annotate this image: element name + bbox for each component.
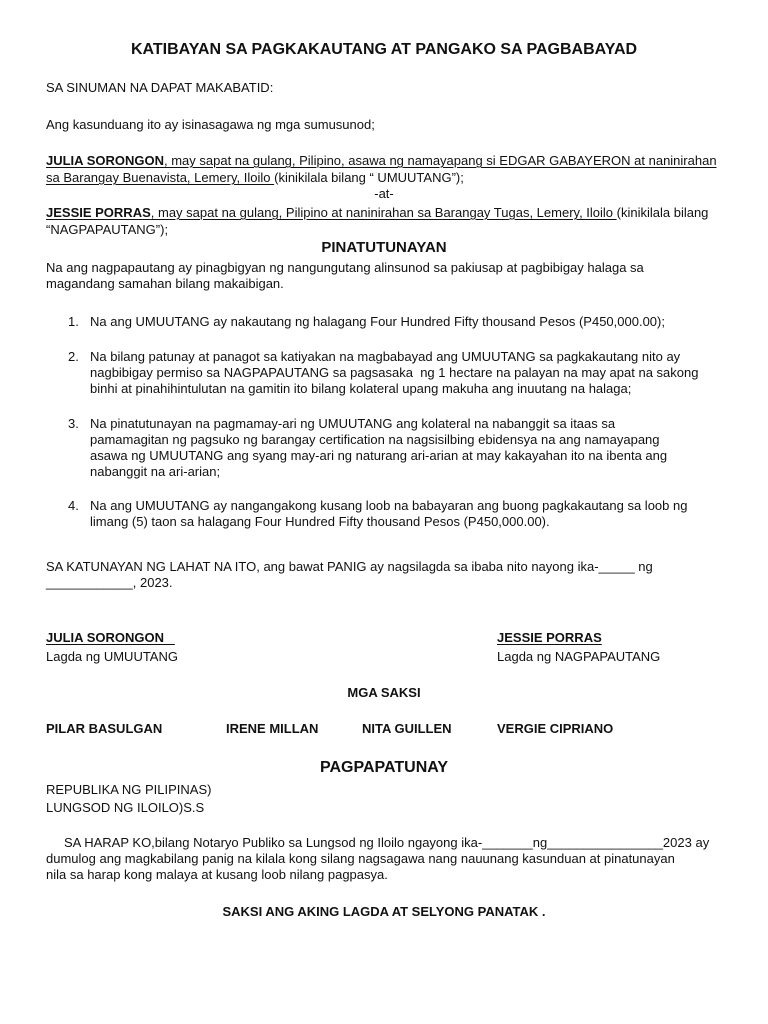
- witnesses-heading: MGA SAKSI: [347, 685, 421, 700]
- list-item-number: 4.: [68, 498, 79, 513]
- signatory-name-nagpapautang: JESSIE PORRAS: [497, 630, 602, 645]
- acknowledgment-line: dumulog ang magkabilang panig na kilala kong silang nagsagawa nang nauunang kasunduan at pinatunayan: [46, 851, 675, 866]
- party2-name: JESSIE PORRAS: [46, 205, 151, 220]
- party1-details: , may sapat na gulang, Pilipino, asawa ng namayapang si EDGAR GABAYERON at naninirahan: [163, 153, 717, 168]
- witness-name: PILAR BASULGAN: [46, 721, 163, 736]
- list-item-number: 3.: [68, 416, 79, 431]
- party1-line-1: [46, 152, 717, 169]
- party1-paragraph: [46, 152, 717, 186]
- document-title: KATIBAYAN SA PAGKAKAUTANG AT PANGAKO SA PAGBABAYAD: [130, 41, 638, 58]
- salutation: SA SINUMAN NA DAPAT MAKABATID:: [46, 80, 274, 95]
- venue-line: REPUBLIKA NG PILIPINAS): [46, 782, 212, 797]
- signatory-role-umuutang: Lagda ng UMUUTANG: [46, 649, 178, 664]
- list-item-text: [90, 498, 687, 530]
- list-item-line: pamamagitan ng pagsuko ng barangay certification na nagsisilbing ebidensya na ang namayapang: [90, 432, 660, 447]
- party2-designation: “NAGPAPAUTANG”);: [46, 222, 169, 237]
- witness-name: NITA GUILLEN: [362, 721, 452, 736]
- list-item-text: [90, 349, 698, 397]
- party1-designation: (kinikilala bilang “ UMUUTANG”);: [274, 170, 464, 185]
- acknowledgment-paragraph: [46, 835, 709, 883]
- notary-closing: SAKSI ANG AKING LAGDA AT SELYONG PANATAK .: [222, 904, 546, 919]
- venue-block: [46, 781, 211, 817]
- attestation-line: SA KATUNAYAN NG LAHAT NA ITO, ang bawat PANIG ay nagsilagda sa ibaba nito nayong ika-_____ ng: [46, 559, 653, 574]
- party1-name: JULIA SORONGON: [46, 153, 164, 168]
- party2-designation-start: (kinikilala bilang: [616, 205, 709, 220]
- list-item-line: Na ang UMUUTANG ay nakautang ng halagang Four Hundred Fifty thousand Pesos (P450,000.00);: [90, 314, 665, 329]
- list-item: [0, 314, 722, 330]
- list-item-line: Na ang UMUUTANG ay nangangakong kusang loob na babayaran ang buong pagkakautang sa loob ng: [90, 498, 688, 513]
- acknowledgment-heading: PAGPAPATUNAY: [319, 759, 448, 776]
- attestation-paragraph: [46, 559, 653, 591]
- acknowledgment-line: SA HARAP KO,bilang Notaryo Publiko sa Lungsod ng Iloilo ngayong ika-_______ng________________2023 ay: [64, 835, 710, 850]
- list-item-number: 1.: [68, 314, 79, 329]
- party2-paragraph: [46, 204, 708, 238]
- list-item: [0, 349, 722, 396]
- list-item-line: asawa ng UMUUTANG ang syang may-ari ng naturang ari-arian at may kakayahan ito na ibenta ang: [90, 448, 668, 463]
- list-item-text: [90, 314, 665, 330]
- preamble-line: Na ang nagpapautang ay pinagbigyan ng nangungutang alinsunod sa pakiusap at pagbibigay halaga sa: [46, 260, 644, 275]
- party1-line-2: [46, 169, 717, 186]
- party2-line-1: [46, 204, 708, 221]
- list-item-line: Na pinatutunayan na pagmamay-ari ng UMUUTANG ang kolateral na nabanggit sa itaas sa: [90, 416, 616, 431]
- list-item-line: nabanggit na ari-arian;: [90, 464, 221, 479]
- attestation-line: ____________, 2023.: [46, 575, 173, 590]
- intro-text: Ang kasunduang ito ay isinasagawa ng mga sumusunod;: [46, 117, 375, 132]
- preamble-line: magandang samahan bilang makaibigan.: [46, 276, 284, 291]
- list-item-line: Na bilang patunay at panagot sa katiyakan na magbabayad ang UMUUTANG sa pagkakautang nito ay: [90, 349, 681, 364]
- signatory-role-nagpapautang: Lagda ng NAGPAPAUTANG: [497, 649, 661, 664]
- witness-name: IRENE MILLAN: [226, 721, 319, 736]
- venue-line: LUNGSOD NG ILOILO)S.S: [46, 800, 205, 815]
- list-item-line: binhi at pinahihintulutan na gamitin ito bilang kolateral upang makuha ang inuutang na halaga;: [90, 381, 632, 396]
- party1-address: sa Barangay Buenavista, Lemery, Iloilo: [46, 170, 275, 185]
- preamble-paragraph: [46, 260, 644, 292]
- list-item: [0, 498, 722, 529]
- section-heading: PINATUTUNAYAN: [321, 239, 447, 256]
- party-separator: -at-: [374, 186, 394, 201]
- list-item-line: nagbibigay permiso sa NAGPAPAUTANG sa pagsasaka ng 1 hectare na palayan na may apat na sakong: [90, 365, 699, 380]
- list-item-line: limang (5) taon sa halagang Four Hundred Fifty thousand Pesos (P450,000.00).: [90, 514, 550, 529]
- acknowledgment-line: nila sa harap kong malaya at kusang loob nilang pagpasya.: [46, 867, 388, 882]
- list-item-text: [90, 416, 667, 480]
- signatory-name-umuutang: JULIA SORONGON: [46, 630, 164, 645]
- party2-details: , may sapat na gulang, Pilipino at naninirahan sa Barangay Tugas, Lemery, Iloilo: [150, 205, 617, 220]
- witness-name: VERGIE CIPRIANO: [497, 721, 614, 736]
- list-item: [0, 416, 722, 479]
- list-item-number: 2.: [68, 349, 79, 364]
